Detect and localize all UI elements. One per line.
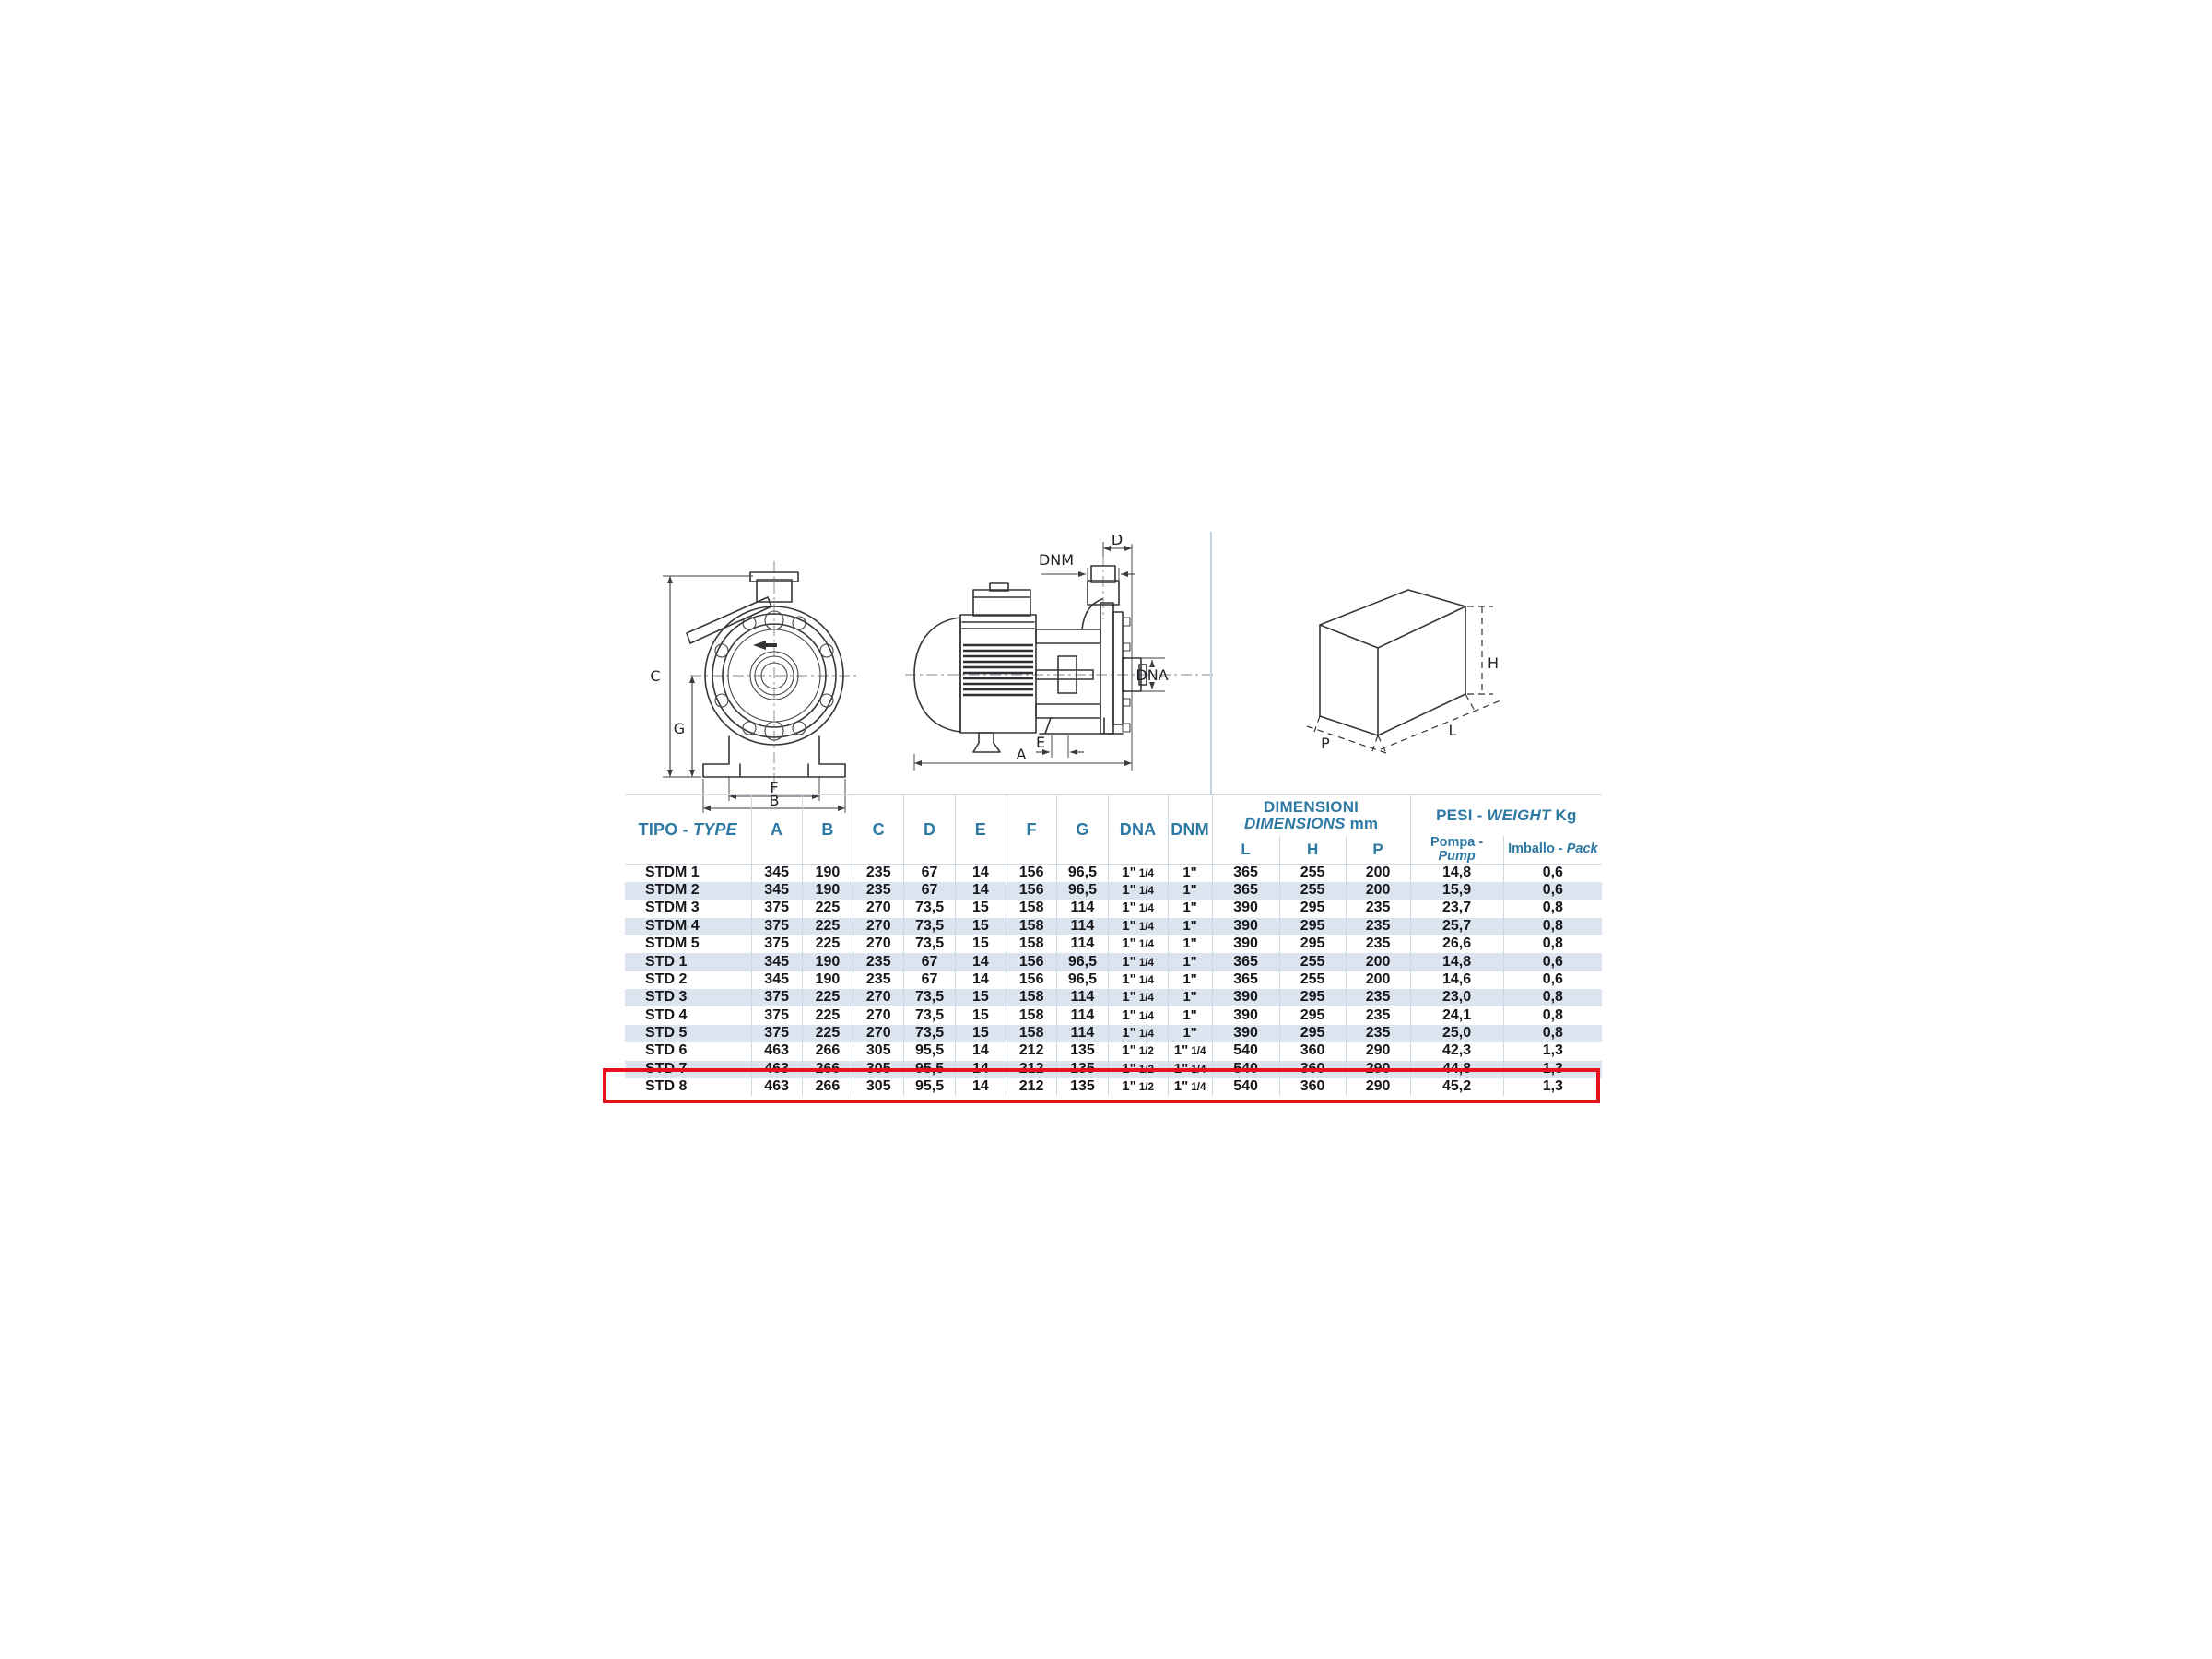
dim-label-b: B — [769, 792, 780, 809]
table-row — [625, 935, 1602, 953]
cell-type: STD 1 — [625, 953, 751, 971]
cell-p: 200 — [1346, 882, 1410, 900]
cell-g: 96,5 — [1057, 971, 1108, 989]
cell-e: 14 — [955, 882, 1006, 900]
cell-g: 96,5 — [1057, 864, 1108, 881]
cell-d: 95,5 — [904, 1061, 955, 1078]
cell-pump: 42,3 — [1410, 1042, 1503, 1060]
pump-front-view-diagram — [639, 537, 926, 814]
cell-g: 114 — [1057, 935, 1108, 953]
cell-f: 158 — [1006, 900, 1056, 917]
cell-h: 295 — [1279, 935, 1346, 953]
cell-g: 114 — [1057, 989, 1108, 1006]
cell-e: 14 — [955, 1061, 1006, 1078]
cell-dna: 1" 1/4 — [1108, 989, 1168, 1006]
cell-e: 15 — [955, 918, 1006, 935]
cell-type: STD 3 — [625, 989, 751, 1006]
cell-dna: 1" 1/4 — [1108, 1025, 1168, 1042]
cell-h: 255 — [1279, 864, 1346, 881]
cell-h: 295 — [1279, 1025, 1346, 1042]
cell-p: 290 — [1346, 1078, 1410, 1096]
table-row — [625, 1025, 1602, 1042]
box-labels — [1321, 654, 1499, 752]
package-box-diagram — [1281, 551, 1558, 791]
cell-pump: 23,0 — [1410, 989, 1503, 1006]
table-row — [625, 864, 1602, 881]
cell-c: 235 — [853, 864, 904, 881]
cell-l: 390 — [1212, 1006, 1279, 1024]
cell-type: STD 5 — [625, 1025, 751, 1042]
cell-pack: 0,8 — [1542, 1006, 1563, 1023]
cell-dnm: 1" — [1168, 971, 1212, 989]
cell-l: 390 — [1212, 1025, 1279, 1042]
cell-g: 135 — [1057, 1042, 1108, 1060]
cell-f: 156 — [1006, 864, 1056, 881]
cell-f: 212 — [1006, 1061, 1056, 1078]
cell-l: 540 — [1212, 1061, 1279, 1078]
cell-a: 345 — [751, 882, 802, 900]
cell-dna: 1" 1/4 — [1108, 935, 1168, 953]
cell-e: 15 — [955, 1025, 1006, 1042]
cell-g: 96,5 — [1057, 882, 1108, 900]
cell-c: 235 — [853, 953, 904, 971]
dim-label-h: H — [1488, 654, 1500, 672]
cell-b: 190 — [802, 864, 853, 881]
cell-dnm: 1" — [1168, 864, 1212, 881]
cell-b: 225 — [802, 1025, 853, 1042]
cell-dna: 1" 1/4 — [1108, 900, 1168, 917]
cell-b: 190 — [802, 882, 853, 900]
cell-a: 345 — [751, 971, 802, 989]
dim-label-c: C — [650, 667, 661, 685]
cell-type: STDM 5 — [625, 935, 751, 953]
sub-header-l: L — [1212, 836, 1279, 865]
pump-casing-outline — [687, 572, 845, 777]
cell-e: 15 — [955, 1006, 1006, 1024]
cell-pack: 0,8 — [1503, 1025, 1602, 1042]
cell-pack: 0,8 — [1503, 918, 1602, 935]
cell-e: 14 — [955, 1042, 1006, 1060]
cell-b: 266 — [802, 1078, 853, 1096]
cell-d: 67 — [904, 882, 955, 900]
table-row — [625, 882, 1602, 900]
cell-dna: 1" 1/4 — [1108, 882, 1168, 900]
cell-e: 14 — [955, 953, 1006, 971]
side-view-labels — [1017, 535, 1169, 763]
cell-pack: 0,8 — [1542, 900, 1563, 916]
group-header-dimensioni: DIMENSIONI DIMENSIONS mm — [1212, 795, 1410, 836]
cell-a: 375 — [751, 900, 802, 917]
cell-p: 235 — [1346, 900, 1410, 917]
section-divider — [1210, 532, 1212, 794]
cell-f: 156 — [1006, 882, 1056, 900]
cell-c: 305 — [853, 1061, 904, 1078]
cell-b: 266 — [802, 1042, 853, 1060]
cell-pump: 26,6 — [1410, 935, 1503, 953]
table-row — [625, 1042, 1602, 1060]
cell-pump: 14,6 — [1410, 971, 1503, 989]
cell-c: 270 — [853, 918, 904, 935]
cell-d: 73,5 — [904, 1025, 955, 1042]
table-row — [625, 918, 1602, 935]
cell-dna: 1" 1/2 — [1108, 1061, 1168, 1078]
cell-type: STD 4 — [625, 1006, 751, 1024]
cell-d: 73,5 — [904, 900, 955, 917]
sub-header-p: P — [1346, 836, 1410, 865]
motor-fins — [963, 645, 1033, 695]
col-header-f: F — [1006, 795, 1056, 865]
cell-e: 15 — [955, 900, 1006, 917]
cell-a: 463 — [751, 1078, 802, 1096]
dim-label-dna: DNA — [1135, 666, 1169, 684]
cell-dnm: 1" — [1168, 935, 1212, 953]
cell-dna: 1" 1/4 — [1108, 1006, 1168, 1024]
cell-pump: 25,7 — [1410, 918, 1503, 935]
cell-p: 235 — [1346, 1006, 1410, 1024]
cell-dnm: 1" — [1168, 1025, 1212, 1042]
cell-dna: 1" 1/4 — [1108, 953, 1168, 971]
box-dimension-dashes — [1307, 606, 1500, 753]
cell-d: 73,5 — [904, 918, 955, 935]
cell-l: 390 — [1212, 918, 1279, 935]
cell-b: 225 — [802, 989, 853, 1006]
cell-dnm: 1" — [1168, 918, 1212, 935]
cell-a: 463 — [751, 1042, 802, 1060]
table-row — [625, 1006, 1602, 1024]
col-header-d: D — [904, 795, 955, 865]
cell-h: 255 — [1279, 882, 1346, 900]
cell-l: 365 — [1212, 953, 1279, 971]
cell-g: 114 — [1057, 918, 1108, 935]
cell-g: 135 — [1057, 1061, 1108, 1078]
cell-p: 235 — [1346, 918, 1410, 935]
cell-b: 190 — [802, 953, 853, 971]
col-header-dnm: DNM — [1168, 795, 1212, 865]
cell-a: 375 — [751, 918, 802, 935]
cell-g: 135 — [1057, 1078, 1108, 1096]
dimensions-table-wrap — [625, 794, 1602, 1096]
cell-h: 295 — [1279, 918, 1346, 935]
cell-d: 95,5 — [904, 1042, 955, 1060]
cell-c: 270 — [853, 935, 904, 953]
sub-header-imballo-pack: Imballo - Pack — [1503, 836, 1602, 865]
col-header-e: E — [955, 795, 1006, 865]
cell-pump: 14,8 — [1410, 864, 1503, 881]
cell-pump: 44,8 — [1410, 1061, 1503, 1078]
cell-f: 158 — [1006, 989, 1056, 1006]
cell-b: 225 — [802, 935, 853, 953]
cell-e: 14 — [955, 864, 1006, 881]
cell-pump: 24,1 — [1410, 1006, 1503, 1024]
cell-c: 305 — [853, 1078, 904, 1096]
cell-dnm: 1" 1/4 — [1168, 1061, 1212, 1078]
group-header-pesi: PESI - WEIGHT Kg — [1436, 806, 1577, 824]
cell-f: 212 — [1006, 1042, 1056, 1060]
cell-p: 290 — [1346, 1042, 1410, 1060]
cell-dnm: 1" — [1168, 1006, 1212, 1024]
cell-pack: 0,6 — [1503, 953, 1602, 971]
table-body — [625, 864, 1602, 1096]
cell-p: 235 — [1346, 989, 1410, 1006]
pump-side-view-diagram — [901, 535, 1219, 811]
cell-h: 295 — [1279, 900, 1346, 917]
cell-l: 540 — [1212, 1078, 1279, 1096]
cell-h: 255 — [1279, 971, 1346, 989]
cell-f: 158 — [1006, 918, 1056, 935]
cell-dna: 1" 1/4 — [1108, 971, 1168, 989]
cell-d: 73,5 — [904, 989, 955, 1006]
cell-b: 225 — [802, 918, 853, 935]
dim-label-e: E — [1035, 734, 1046, 751]
cell-a: 345 — [751, 953, 802, 971]
cell-pack: 0,8 — [1542, 935, 1563, 952]
cell-d: 67 — [904, 953, 955, 971]
cell-type: STD 6 — [625, 1042, 751, 1060]
cell-dna: 1" 1/4 — [1108, 918, 1168, 935]
cell-a: 375 — [751, 1025, 802, 1042]
cell-dna: 1" 1/4 — [1108, 864, 1168, 881]
cell-type: STD 7 — [625, 1061, 751, 1078]
cell-l: 390 — [1212, 935, 1279, 953]
col-header-a: A — [751, 795, 802, 865]
cell-h: 295 — [1279, 989, 1346, 1006]
cell-dnm: 1" — [1168, 953, 1212, 971]
cell-f: 158 — [1006, 935, 1056, 953]
cell-g: 114 — [1057, 1006, 1108, 1024]
sub-header-h: H — [1279, 836, 1346, 865]
box-outline — [1320, 590, 1465, 735]
col-header-tipo-type: TIPO - TYPE — [625, 795, 751, 865]
col-header-dna: DNA — [1108, 795, 1168, 865]
cell-l: 390 — [1212, 900, 1279, 917]
table-row — [625, 953, 1602, 971]
cell-dna: 1" 1/2 — [1108, 1042, 1168, 1060]
cell-pack: 0,8 — [1503, 989, 1602, 1006]
cell-pack: 0,6 — [1542, 971, 1563, 987]
cell-pack: 0,6 — [1503, 882, 1602, 900]
cell-a: 375 — [751, 989, 802, 1006]
cell-a: 463 — [751, 1061, 802, 1078]
cell-type: STDM 1 — [625, 864, 751, 881]
cell-type: STDM 4 — [625, 918, 751, 935]
cell-a: 375 — [751, 935, 802, 953]
dimensions-table — [625, 794, 1602, 1096]
cell-dnm: 1" — [1168, 989, 1212, 1006]
cell-a: 375 — [751, 1006, 802, 1024]
cell-p: 200 — [1346, 864, 1410, 881]
cell-p: 290 — [1346, 1061, 1410, 1078]
cell-d: 95,5 — [904, 1078, 955, 1096]
cell-a: 345 — [751, 864, 802, 881]
cell-h: 360 — [1279, 1061, 1346, 1078]
cell-h: 360 — [1279, 1042, 1346, 1060]
cell-dnm: 1" 1/4 — [1168, 1078, 1212, 1096]
cell-dnm: 1" 1/4 — [1168, 1042, 1212, 1060]
cell-h: 295 — [1279, 1006, 1346, 1024]
cell-b: 266 — [802, 1061, 853, 1078]
cell-l: 540 — [1212, 1042, 1279, 1060]
cell-f: 156 — [1006, 971, 1056, 989]
cell-c: 235 — [853, 971, 904, 989]
cell-g: 114 — [1057, 900, 1108, 917]
table-row — [625, 1061, 1602, 1078]
cell-pump: 23,7 — [1410, 900, 1503, 917]
cell-pack: 1,3 — [1542, 1078, 1563, 1095]
cell-f: 158 — [1006, 1006, 1056, 1024]
cell-c: 270 — [853, 989, 904, 1006]
cell-p: 235 — [1346, 1025, 1410, 1042]
cell-pump: 15,9 — [1410, 882, 1503, 900]
table-row — [625, 900, 1602, 917]
cell-dnm: 1" — [1168, 900, 1212, 917]
cell-c: 235 — [853, 882, 904, 900]
cell-p: 200 — [1346, 971, 1410, 989]
cell-c: 305 — [853, 1042, 904, 1060]
col-header-c: C — [853, 795, 904, 865]
cell-e: 15 — [955, 935, 1006, 953]
cell-l: 365 — [1212, 971, 1279, 989]
cell-b: 225 — [802, 1006, 853, 1024]
cell-b: 225 — [802, 900, 853, 917]
cell-l: 365 — [1212, 882, 1279, 900]
cell-f: 158 — [1006, 1025, 1056, 1042]
dim-label-f: F — [770, 779, 779, 796]
cell-c: 270 — [853, 1025, 904, 1042]
dim-label-d: D — [1111, 535, 1124, 548]
col-header-b: B — [802, 795, 853, 865]
cell-l: 365 — [1212, 864, 1279, 881]
cell-type: STDM 3 — [625, 900, 751, 917]
table-row — [625, 989, 1602, 1006]
cell-e: 14 — [955, 1078, 1006, 1096]
cell-type: STD 2 — [625, 971, 751, 989]
cell-l: 390 — [1212, 989, 1279, 1006]
cell-dna: 1" 1/2 — [1108, 1078, 1168, 1096]
dim-label-g: G — [673, 720, 686, 737]
cell-d: 73,5 — [904, 935, 955, 953]
cell-g: 96,5 — [1057, 953, 1108, 971]
cell-p: 200 — [1346, 953, 1410, 971]
cell-f: 156 — [1006, 953, 1056, 971]
cell-pack: 1,3 — [1542, 1042, 1563, 1059]
rotation-arrow-icon — [753, 641, 777, 650]
dim-label-a: A — [1016, 746, 1027, 763]
col-header-g: G — [1057, 795, 1108, 865]
cell-d: 67 — [904, 971, 955, 989]
cell-h: 360 — [1279, 1078, 1346, 1096]
cell-e: 14 — [955, 971, 1006, 989]
cell-dnm: 1" — [1168, 882, 1212, 900]
table-row — [625, 971, 1602, 989]
cell-c: 270 — [853, 900, 904, 917]
center-lines — [690, 561, 858, 790]
cell-g: 114 — [1057, 1025, 1108, 1042]
cell-pump: 25,0 — [1410, 1025, 1503, 1042]
cell-b: 190 — [802, 971, 853, 989]
table-row-highlighted — [625, 1078, 1602, 1096]
cell-h: 255 — [1279, 953, 1346, 971]
cell-pump: 45,2 — [1410, 1078, 1503, 1096]
cell-d: 67 — [904, 864, 955, 881]
cell-pack: 1,3 — [1503, 1061, 1602, 1078]
cell-type: STD 8 — [625, 1078, 751, 1096]
dim-label-l: L — [1448, 722, 1457, 739]
dim-label-dnm: DNM — [1038, 551, 1075, 569]
cell-type: STDM 2 — [625, 882, 751, 900]
cell-e: 15 — [955, 989, 1006, 1006]
table-header — [625, 795, 1602, 865]
cell-c: 270 — [853, 1006, 904, 1024]
dim-label-p: P — [1321, 735, 1330, 752]
cell-d: 73,5 — [904, 1006, 955, 1024]
cell-p: 235 — [1346, 935, 1410, 953]
cell-pump: 14,8 — [1410, 953, 1503, 971]
sub-header-pompa-pump: Pompa - Pump — [1410, 836, 1503, 865]
cell-f: 212 — [1006, 1078, 1056, 1096]
cell-pack: 0,6 — [1542, 864, 1563, 880]
